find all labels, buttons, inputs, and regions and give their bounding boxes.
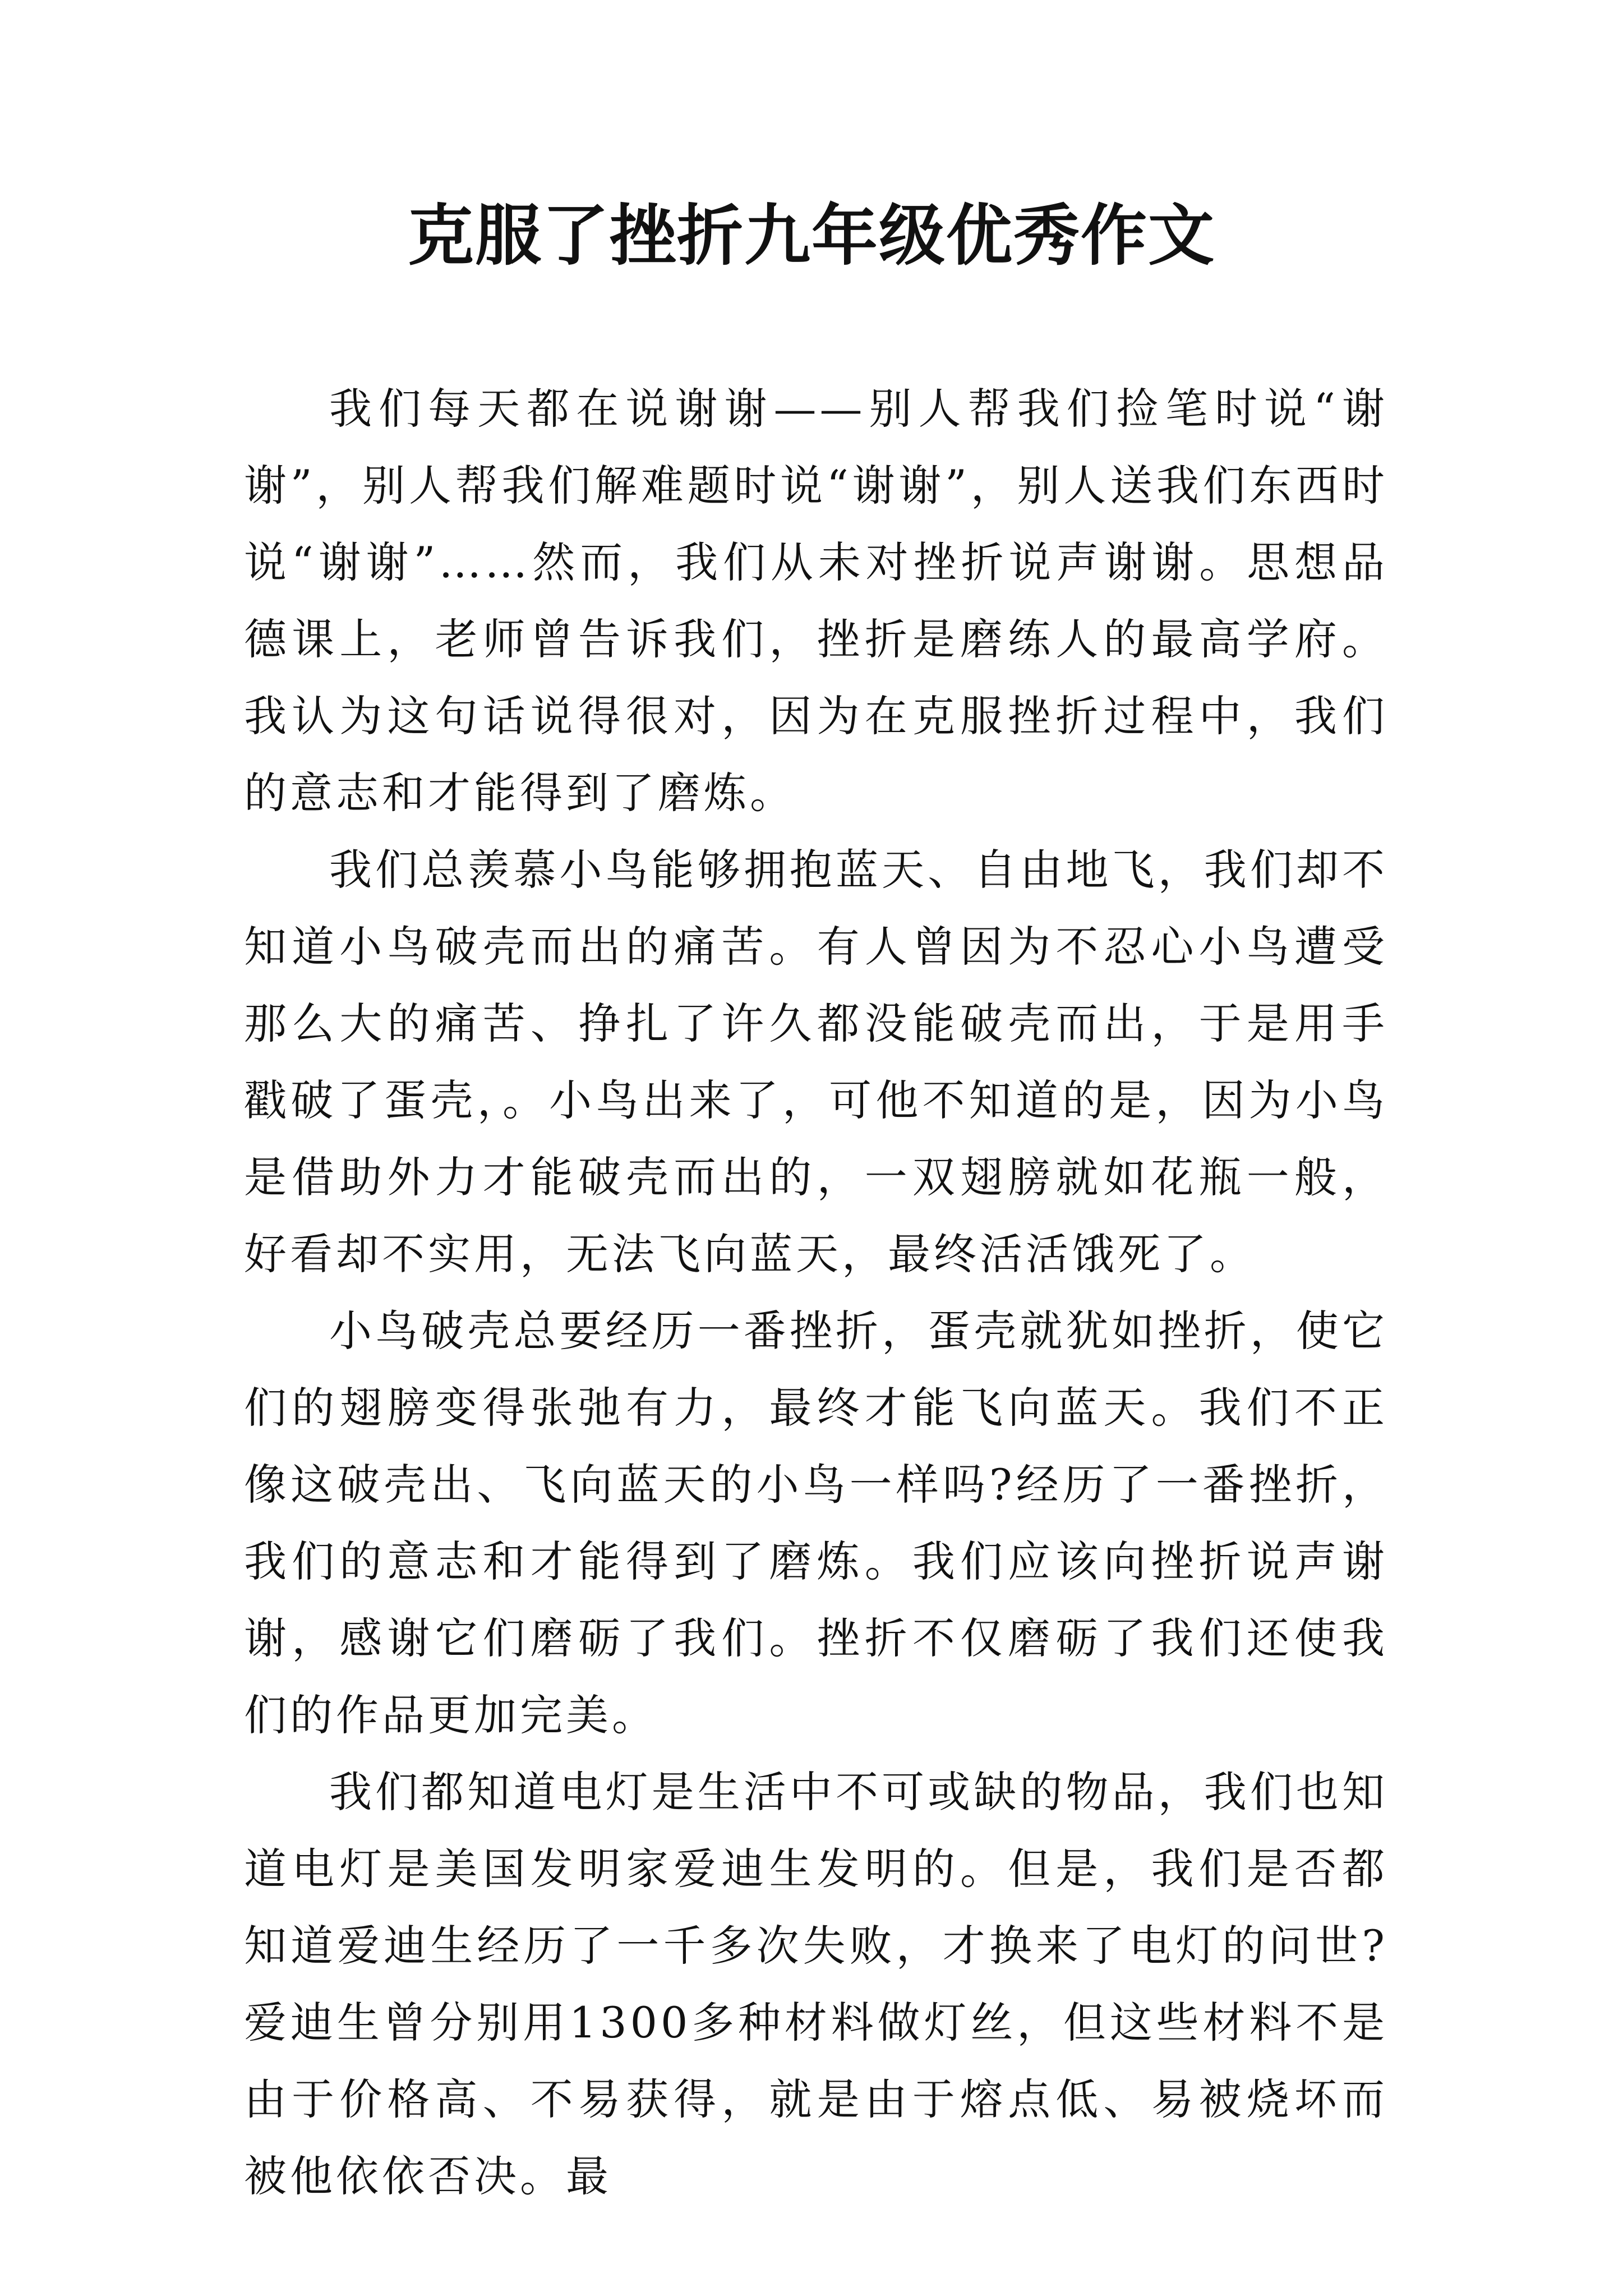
paragraph-4: 我们都知道电灯是生活中不可或缺的物品，我们也知道电灯是美国发明家爱迪生发明的。但是，我们是否都知道爱迪生经历了一千多次失败，才换来了电灯的问世?爱迪生曾分别用1300多种材料做灯丝，但这些材料不是由于价格高、不易获得，就是由于熔点低、易被烧坏而被他依依否决。最 — [244, 1767, 1388, 2201]
document-title: 克服了挫折九年级优秀作文 — [407, 196, 1215, 274]
essay-body — [244, 370, 1388, 2215]
paragraph-3: 小鸟破壳总要经历一番挫折，蛋壳就犹如挫折，使它们的翅膀变得张弛有力，最终才能飞向蓝天。我们不正像这破壳出、飞向蓝天的小鸟一样吗?经历了一番挫折，我们的意志和才能得到了磨炼。我们应该向挫折说声谢谢，感谢它们磨砺了我们。挫折不仅磨砺了我们还使我们的作品更加完美。 — [244, 1306, 1388, 1740]
paragraph-2: 我们总羡慕小鸟能够拥抱蓝天、自由地飞，我们却不知道小鸟破壳而出的痛苦。有人曾因为不忍心小鸟遭受那么大的痛苦、挣扎了许久都没能破壳而出，于是用手戳破了蛋壳，。小鸟出来了，可他不知道的是，因为小鸟是借助外力才能破壳而出的，一双翅膀就如花瓶一般，好看却不实用，无法飞向蓝天，最终活活饿死了。 — [244, 845, 1388, 1279]
paragraph-1: 我们每天都在说谢谢——别人帮我们捡笔时说“谢谢”，别人帮我们解难题时说“谢谢”，别人送我们东西时说“谢谢”……然而，我们从未对挫折说声谢谢。思想品德课上，老师曾告诉我们，挫折是磨练人的最高学府。我认为这句话说得很对，因为在克服挫折过程中，我们的意志和才能得到了磨炼。 — [244, 384, 1388, 818]
